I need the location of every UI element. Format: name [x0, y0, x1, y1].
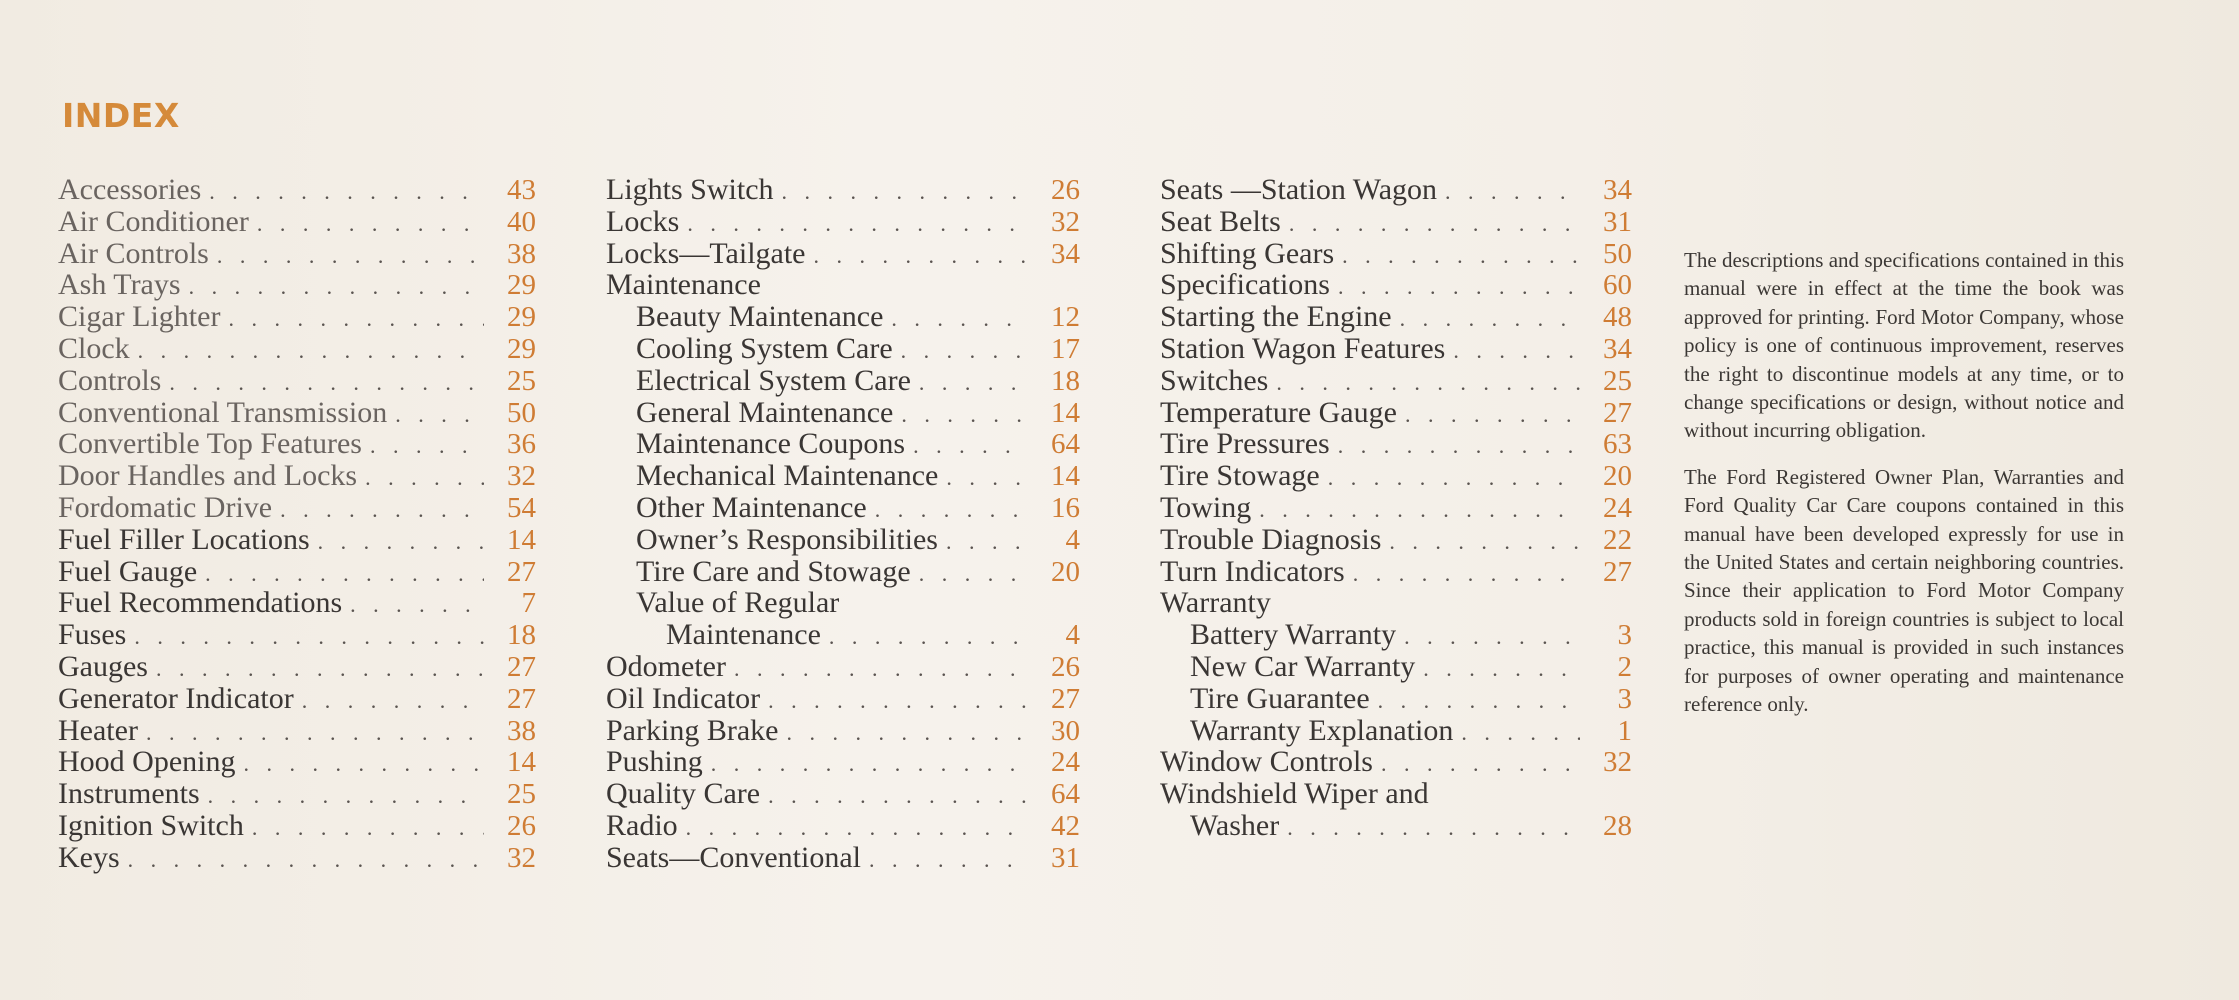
index-entry [606, 365, 1080, 397]
index-entry-page-number: 50 [1603, 237, 1632, 270]
index-entry-page-number: 2 [1617, 650, 1632, 683]
index-entry [606, 778, 1080, 810]
dot-leader [209, 176, 484, 208]
dot-leader [913, 430, 1028, 462]
index-entry-page-number: 18 [1051, 364, 1080, 397]
index-entry-page-number: 54 [507, 491, 536, 524]
index-entry-page-number: 26 [1051, 174, 1080, 206]
index-entry [606, 651, 1080, 683]
dot-leader [901, 399, 1028, 431]
index-entry [58, 333, 536, 365]
index-entry-label: Station Wagon Features [1160, 331, 1446, 365]
dot-leader [869, 844, 1028, 876]
index-entry-page-number: 64 [1051, 428, 1080, 461]
index-entry-label: Warranty Explanation [1190, 713, 1454, 747]
index-entry-page-number: 14 [1051, 396, 1080, 429]
index-entry [606, 428, 1080, 460]
index-entry-label: Temperature Gauge [1160, 395, 1397, 429]
index-entry-label: Fuel Recommendations [58, 586, 343, 620]
index-entry-page-number: 3 [1617, 619, 1632, 652]
index-entry-label: Value of Regular [636, 586, 840, 620]
dot-leader [252, 812, 484, 844]
dot-leader [208, 780, 484, 812]
dot-leader [1338, 271, 1580, 303]
index-entry-label: Washer [1190, 808, 1280, 842]
index-entry-label: Window Controls [1160, 745, 1373, 779]
dot-leader [280, 494, 484, 526]
index-entry-label: Tire Guarantee [1190, 681, 1370, 715]
dot-leader [786, 717, 1028, 749]
index-entry-page-number: 43 [507, 174, 536, 206]
dot-leader [370, 430, 484, 462]
dot-leader [1389, 526, 1580, 558]
index-column-2 [606, 174, 1080, 874]
index-entry-page-number: 29 [507, 301, 536, 334]
index-entry-label: Oil Indicator [606, 681, 761, 715]
index-entry-label: Seat Belts [1160, 204, 1281, 238]
index-entry [606, 524, 1080, 556]
dot-leader [829, 621, 1028, 653]
index-entry-page-number: 14 [507, 746, 536, 779]
index-entry [1160, 269, 1632, 301]
index-entry-page-number: 17 [1051, 332, 1080, 365]
index-entry-label: Keys [58, 840, 120, 874]
dot-leader [1338, 430, 1580, 462]
index-entry [58, 746, 536, 778]
dot-leader [243, 748, 484, 780]
index-entry [606, 460, 1080, 492]
index-entry [1160, 174, 1632, 206]
index-entry [606, 397, 1080, 429]
index-entry-label: Tire Stowage [1160, 459, 1320, 493]
index-entry-page-number: 38 [507, 714, 536, 747]
index-entry-page-number: 27 [1603, 555, 1632, 588]
index-entry [1160, 301, 1632, 333]
index-entry-label: Generator Indicator [58, 681, 294, 715]
index-entry [1160, 238, 1632, 270]
dot-leader [686, 812, 1028, 844]
index-entry-page-number: 63 [1603, 428, 1632, 461]
dot-leader [768, 685, 1028, 717]
index-entry [58, 715, 536, 747]
index-entry-label: Warranty [1160, 586, 1271, 620]
index-entry [606, 619, 1080, 651]
dot-leader [1400, 303, 1580, 335]
index-entry [58, 778, 536, 810]
index-entry-page-number: 27 [1603, 396, 1632, 429]
index-entry-label: Trouble Diagnosis [1160, 522, 1382, 556]
index-entry-page-number: 34 [1603, 332, 1632, 365]
index-entry [58, 460, 536, 492]
index-entry-page-number: 32 [507, 841, 536, 874]
index-entry-page-number: 34 [1051, 237, 1080, 270]
index-entry-label: Tire Care and Stowage [636, 554, 911, 588]
dot-leader [1404, 621, 1580, 653]
index-entry-page-number: 25 [507, 778, 536, 811]
index-entry [1160, 683, 1632, 715]
index-entry-page-number: 16 [1051, 491, 1080, 524]
index-entry [1160, 428, 1632, 460]
index-entry-page-number: 28 [1603, 809, 1632, 842]
dot-leader [1445, 176, 1580, 208]
disclaimer-paragraph: The Ford Registered Owner Plan, Warranties and Ford Quality Car Care coupons contained in this manual have been developed expressly for use in the United States and certain neighboring countries. Since their application to Ford Motor Company products sold in foreign countries is subject to local practice, this manual is provided in such instances for purposes of owner operating and maintenance reference only. [1684, 464, 2124, 717]
index-entry [1160, 365, 1632, 397]
dot-leader [1453, 335, 1580, 367]
dot-leader [768, 780, 1028, 812]
index-entry-label: Cigar Lighter [58, 300, 221, 334]
index-entry-page-number: 32 [1603, 746, 1632, 779]
index-entry-label: Battery Warranty [1190, 618, 1397, 652]
index-entry-label: Maintenance [666, 618, 821, 652]
index-column-3 [1160, 174, 1632, 842]
index-entry-page-number: 26 [1051, 650, 1080, 683]
index-entry [606, 842, 1080, 874]
index-entry-label: Quality Care [606, 777, 761, 811]
dot-leader [875, 494, 1028, 526]
index-entry-label: Maintenance [606, 268, 761, 302]
index-entry [1160, 492, 1632, 524]
index-entry [58, 269, 536, 301]
index-entry-page-number: 60 [1603, 269, 1632, 302]
index-entry-page-number: 38 [507, 237, 536, 270]
index-entry [1160, 524, 1632, 556]
index-entry-page-number: 40 [507, 205, 536, 238]
index-entry-page-number: 36 [507, 428, 536, 461]
index-entry-page-number: 25 [1603, 364, 1632, 397]
dot-leader [919, 558, 1028, 590]
index-entry [58, 587, 536, 619]
disclaimer-paragraph: The descriptions and specifications contained in this manual were in effect at the time the book was approved for printing. Ford Motor Company, whose policy is one of continuous improvement, reserves the right to discontinue models at any time, or to change specifications or design, without notice and without incurring obligation. [1684, 248, 2124, 443]
index-entry-label: Ignition Switch [58, 808, 244, 842]
index-entry-label: Maintenance Coupons [636, 427, 906, 461]
index-column-1 [58, 174, 536, 874]
index-entry-page-number: 20 [1603, 460, 1632, 493]
dot-leader [156, 653, 484, 685]
index-entry-label: Lights Switch [606, 173, 774, 206]
index-entry [58, 683, 536, 715]
index-entry [58, 428, 536, 460]
dot-leader [1287, 812, 1580, 844]
index-entry-label: Parking Brake [606, 713, 779, 747]
dot-leader [302, 685, 484, 717]
index-entry-page-number: 14 [507, 523, 536, 556]
index-entry-label: Fuel Filler Locations [58, 522, 310, 556]
dot-leader [1259, 494, 1580, 526]
index-entry-label: Fuel Gauge [58, 554, 198, 588]
index-entry-page-number: 31 [1603, 205, 1632, 238]
index-entry-page-number: 34 [1603, 174, 1632, 206]
index-entry-label: Electrical System Care [636, 363, 911, 397]
index-entry-label: Hood Opening [58, 745, 236, 779]
index-entry-page-number: 4 [1065, 523, 1080, 556]
index-entry-page-number: 24 [1051, 746, 1080, 779]
index-entry-page-number: 4 [1065, 619, 1080, 652]
index-entry-label: Instruments [58, 777, 200, 811]
index-entry [1160, 778, 1632, 810]
index-entry-page-number: 7 [521, 587, 536, 620]
dot-leader [318, 526, 484, 558]
index-entry-label: Door Handles and Locks [58, 459, 358, 493]
dot-leader [228, 303, 484, 335]
index-entry-page-number: 32 [507, 460, 536, 493]
index-entry-label: Owner’s Responsibilities [636, 522, 938, 556]
dot-leader [782, 176, 1028, 208]
index-entry-page-number: 1 [1617, 714, 1632, 747]
index-entry [606, 174, 1080, 206]
index-entry [1160, 333, 1632, 365]
index-entry [58, 174, 536, 206]
index-entry-label: Controls [58, 363, 162, 397]
page-title: INDEX [62, 96, 180, 135]
index-entry-label: Tire Pressures [1160, 427, 1330, 461]
index-entry [1160, 651, 1632, 683]
dot-leader [146, 717, 484, 749]
index-entry [606, 810, 1080, 842]
index-entry [58, 810, 536, 842]
dot-leader [350, 589, 484, 621]
dot-leader [946, 462, 1028, 494]
index-entry-label: Accessories [58, 173, 202, 206]
index-entry [58, 301, 536, 333]
dot-leader [1381, 748, 1580, 780]
index-entry [1160, 619, 1632, 651]
dot-leader [1378, 685, 1580, 717]
index-entry [58, 238, 536, 270]
index-entry [606, 333, 1080, 365]
index-entry-label: Air Conditioner [58, 204, 249, 238]
index-entry-label: Starting the Engine [1160, 300, 1392, 334]
dot-leader [395, 399, 484, 431]
index-entry [1160, 556, 1632, 588]
index-entry-label: Convertible Top Features [58, 427, 362, 461]
index-entry [58, 524, 536, 556]
dot-leader [711, 748, 1028, 780]
dot-leader [128, 844, 484, 876]
index-entry-label: Specifications [1160, 268, 1330, 302]
index-entry-page-number: 64 [1051, 778, 1080, 811]
index-entry [606, 746, 1080, 778]
index-entry [606, 556, 1080, 588]
dot-leader [891, 303, 1028, 335]
index-entry [58, 397, 536, 429]
index-entry [606, 301, 1080, 333]
index-entry-label: Seats—Conventional [606, 840, 861, 874]
index-entry [1160, 715, 1632, 747]
index-entry [606, 269, 1080, 301]
index-entry [58, 492, 536, 524]
index-entry-page-number: 50 [507, 396, 536, 429]
dot-leader [1423, 653, 1580, 685]
index-entry-label: Fuses [58, 618, 127, 652]
index-entry-page-number: 48 [1603, 301, 1632, 334]
index-entry [606, 492, 1080, 524]
dot-leader [1461, 717, 1580, 749]
index-entry-page-number: 3 [1617, 682, 1632, 715]
dot-leader [1405, 399, 1580, 431]
index-entry-label: Clock [58, 331, 130, 365]
dot-leader [687, 208, 1028, 240]
index-entry [1160, 810, 1632, 842]
index-entry-label: Conventional Transmission [58, 395, 388, 429]
dot-leader [1353, 558, 1580, 590]
index-entry [1160, 397, 1632, 429]
index-entry-page-number: 30 [1051, 714, 1080, 747]
index-entry-label: Beauty Maintenance [636, 300, 884, 334]
index-entry-label: Mechanical Maintenance [636, 459, 939, 493]
index-entry-label: Other Maintenance [636, 490, 867, 524]
index-entry-page-number: 29 [507, 332, 536, 365]
index-entry-label: Heater [58, 713, 138, 747]
index-entry [58, 556, 536, 588]
index-entry [606, 587, 1080, 619]
index-entry-page-number: 22 [1603, 523, 1632, 556]
index-entry [606, 683, 1080, 715]
index-entry [1160, 206, 1632, 238]
index-entry-label: Locks [606, 204, 680, 238]
dot-leader [1289, 208, 1580, 240]
dot-leader [919, 367, 1028, 399]
index-entry-page-number: 25 [507, 364, 536, 397]
index-entry-page-number: 18 [507, 619, 536, 652]
index-entry-label: Seats —Station Wagon [1160, 173, 1438, 206]
dot-leader [1276, 367, 1580, 399]
index-entry [58, 651, 536, 683]
index-entry-label: New Car Warranty [1190, 649, 1416, 683]
index-entry-page-number: 27 [507, 555, 536, 588]
dot-leader [205, 558, 484, 590]
index-entry-page-number: 27 [507, 650, 536, 683]
dot-leader [257, 208, 484, 240]
dot-leader [901, 335, 1028, 367]
index-entry-label: Switches [1160, 363, 1269, 397]
index-entry [606, 238, 1080, 270]
index-entry-label: Pushing [606, 745, 703, 779]
disclaimer-notes [1684, 246, 2124, 737]
index-entry-label: Turn Indicators [1160, 554, 1345, 588]
index-entry-label: Gauges [58, 649, 148, 683]
index-entry [58, 619, 536, 651]
index-entry-page-number: 29 [507, 269, 536, 302]
index-entry [606, 715, 1080, 747]
index-entry-label: General Maintenance [636, 395, 894, 429]
dot-leader [134, 621, 484, 653]
index-entry-label: Windshield Wiper and [1160, 777, 1429, 811]
index-entry-page-number: 27 [1051, 682, 1080, 715]
dot-leader [814, 240, 1029, 272]
index-entry-page-number: 26 [507, 809, 536, 842]
index-entry-label: Locks—Tailgate [606, 236, 806, 270]
index-entry-page-number: 31 [1051, 841, 1080, 874]
dot-leader [189, 271, 484, 303]
index-entry-page-number: 32 [1051, 205, 1080, 238]
index-entry [1160, 587, 1632, 619]
index-entry [58, 842, 536, 874]
index-entry-label: Towing [1160, 490, 1252, 524]
index-entry [1160, 746, 1632, 778]
dot-leader [1328, 462, 1580, 494]
index-entry-page-number: 24 [1603, 491, 1632, 524]
index-entry [58, 206, 536, 238]
index-entry-label: Radio [606, 808, 678, 842]
index-entry [58, 365, 536, 397]
index-entry-label: Cooling System Care [636, 331, 893, 365]
dot-leader [365, 462, 484, 494]
index-entry [606, 206, 1080, 238]
index-entry-page-number: 12 [1051, 301, 1080, 334]
index-entry-label: Ash Trays [58, 268, 181, 302]
dot-leader [217, 240, 484, 272]
index-entry-page-number: 27 [507, 682, 536, 715]
dot-leader [1342, 240, 1580, 272]
index-entry-page-number: 20 [1051, 555, 1080, 588]
dot-leader [946, 526, 1028, 558]
dot-leader [734, 653, 1028, 685]
dot-leader [138, 335, 484, 367]
index-entry-page-number: 42 [1051, 809, 1080, 842]
index-entry-label: Shifting Gears [1160, 236, 1335, 270]
index-entry-label: Odometer [606, 649, 726, 683]
index-entry-label: Fordomatic Drive [58, 490, 273, 524]
index-entry-page-number: 14 [1051, 460, 1080, 493]
index-entry-label: Air Controls [58, 236, 209, 270]
index-entry [1160, 460, 1632, 492]
dot-leader [169, 367, 484, 399]
